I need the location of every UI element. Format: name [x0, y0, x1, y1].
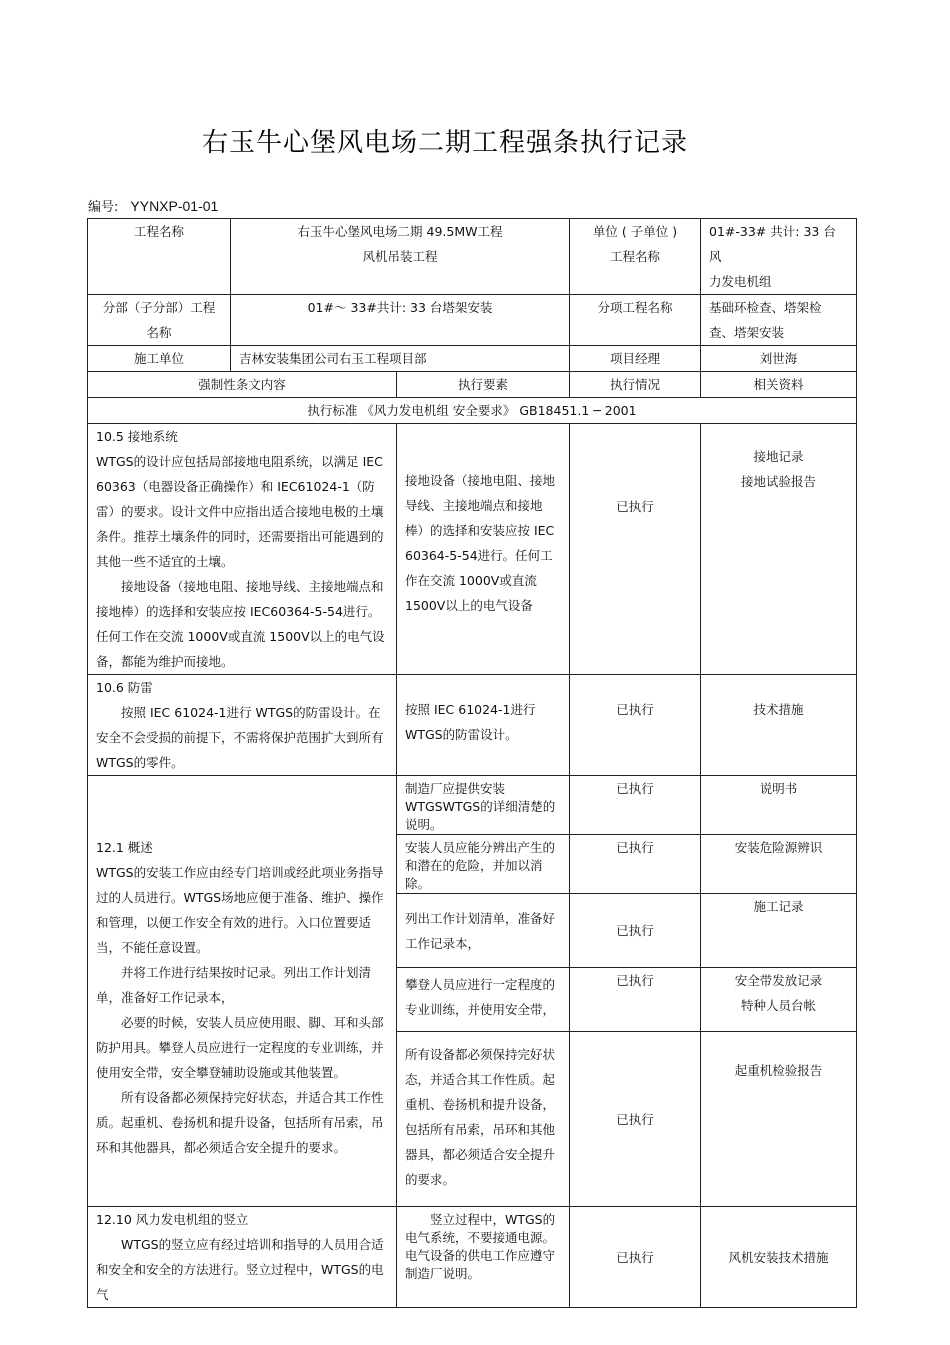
- elements-cell: 安装人员应能分辨出产生的和潜在的危险，并加以消除。: [397, 835, 570, 894]
- elements-cell: 攀登人员应进行一定程度的专业训练，并使用安全带，: [397, 968, 570, 1032]
- unit-label: 单位 ( 子单位 ) 工程名称: [570, 219, 701, 295]
- subitem-label: 分项工程名称: [570, 295, 701, 346]
- clause-paragraph: 并将工作进行结果按时记录。列出工作计划清单，准备好工作记录本，: [96, 964, 372, 1005]
- clause-10-6: [88, 675, 397, 776]
- docs-cell: 风机安装技术措施: [701, 1207, 857, 1308]
- status-cell: 已执行: [570, 835, 701, 894]
- pm-value: 刘世海: [701, 346, 857, 372]
- subitem-value: 基础环检查、塔架检 查、塔架安装: [701, 295, 857, 346]
- clause-10-5: [88, 424, 397, 675]
- elements-cell: 制造厂应提供安装WTGSWTGS的详细清楚的说明。: [397, 776, 570, 835]
- pm-label: 项目经理: [570, 346, 701, 372]
- status-cell: 已执行: [570, 675, 701, 776]
- clause-paragraph: 接地设备（接地电阻、接地导线、主接地端点和接地棒）的选择和安装应按 IEC60364-5-54进行。任何工作在交流 1000V或直流 1500V以上的电气设备，都能为维护而接地。: [96, 579, 385, 669]
- division-label: 分部（子分部）工程 名称: [88, 295, 231, 346]
- clause-12-10: [88, 1207, 397, 1308]
- clause-title: 12.10 风力发电机组的竖立: [96, 1212, 249, 1227]
- unit-value: 01#-33# 共计: 33 台风 力发电机组: [701, 219, 857, 295]
- status-cell: 已执行: [570, 424, 701, 675]
- standard-row: [88, 398, 857, 424]
- col-elements-header: 执行要素: [397, 372, 570, 398]
- clause-title: 10.5 接地系统: [96, 429, 178, 444]
- page-title: 右玉牛心堡风电场二期工程强条执行记录: [201, 128, 688, 158]
- elements-cell: 列出工作计划清单，准备好工作记录本，: [397, 894, 570, 968]
- document-number: [88, 196, 218, 215]
- clause-paragraph: WTGS的安装工作应由经专门培训或经此项业务指导过的人员进行。WTGS场地应便于准备、维护、操作和管理，以便工作安全有效的进行。入口位置要适当，不能任意设置。: [96, 864, 384, 955]
- record-table: [87, 218, 857, 1308]
- clause-paragraph: 按照 IEC 61024-1进行 WTGS的防雷设计。在安全不会受损的前提下，不需将保护范围扩大到所有 WTGS的零件。: [96, 705, 384, 770]
- status-cell: 已执行: [570, 1032, 701, 1207]
- document-number-label: 编号:: [88, 200, 119, 215]
- clause-paragraph: WTGS的竖立应有经过培训和指导的人员用合适和安全和安全的方法进行。竖立过程中，WTGS的电气: [96, 1237, 384, 1302]
- clause-paragraph: WTGS的设计应包括局部接地电阻系统，以满足 IEC 60363（电器设备正确操作）和 IEC61024-1（防雷）的要求。设计文件中应指出适合接地电极的土壤条件。推荐土壤条件的同时，还需要指出可能遇到的其他一些不适宜的土壤。: [96, 454, 384, 569]
- project-name-value: 右玉牛心堡风电场二期 49.5MW工程 风机吊装工程: [231, 219, 570, 295]
- docs-cell: 安全带发放记录 特种人员台帐: [701, 968, 857, 1032]
- division-row: [88, 295, 857, 346]
- project-name-row: [88, 219, 857, 295]
- clause-12-1: [88, 776, 397, 1207]
- contractor-row: [88, 346, 857, 372]
- project-name-label: 工程名称: [88, 219, 231, 295]
- clause-paragraph: 必要的时候，安装人员应使用眼、脚、耳和头部防护用具。攀登人员应进行一定程度的专业训练，并使用安全带，安全攀登辅助设施或其他装置。: [96, 1014, 384, 1080]
- division-value: 01#～ 33#共计: 33 台塔架安装: [231, 295, 570, 346]
- table-row: [88, 424, 857, 675]
- column-header-row: [88, 372, 857, 398]
- clause-title: 12.1 概述: [96, 839, 153, 855]
- status-cell: 已执行: [570, 776, 701, 835]
- col-status-header: 执行情况: [570, 372, 701, 398]
- docs-cell: 接地记录 接地试验报告: [701, 424, 857, 675]
- elements-cell: 接地设备（接地电阻、接地导线、主接地端点和接地棒）的选择和安装应按 IEC 60364-5-54进行。任何工作在交流 1000V或直流 1500V以上的电气设备: [397, 424, 570, 675]
- status-cell: 已执行: [570, 968, 701, 1032]
- docs-cell: 技术措施: [701, 675, 857, 776]
- docs-cell: 说明书: [701, 776, 857, 835]
- col-clause-header: 强制性条文内容: [88, 372, 397, 398]
- docs-cell: 起重机检验报告: [701, 1032, 857, 1207]
- clause-title: 10.6 防雷: [96, 680, 153, 695]
- clause-paragraph: 所有设备都必须保持完好状态，并适合其工作性质。起重机、卷扬机和提升设备，包括所有吊索，吊环和其他器具，都必须适合安全提升的要求。: [96, 1089, 384, 1155]
- docs-cell: 施工记录: [701, 894, 857, 968]
- elements-cell: 竖立过程中，WTGS的电气系统，不要接通电源。电气设备的供电工作应遵守制造厂说明。: [397, 1207, 570, 1308]
- elements-cell: 所有设备都必须保持完好状态，并适合其工作性质。起重机、卷扬机和提升设备，包括所有吊索，吊环和其他器具，都必须适合安全提升的要求。: [397, 1032, 570, 1207]
- docs-cell: 安装危险源辨识: [701, 835, 857, 894]
- contractor-value: 吉林安装集团公司右玉工程项目部: [231, 346, 570, 372]
- document-number-value: YYNXP-01-01: [130, 198, 219, 214]
- standard-text: 执行标准 《风力发电机组 安全要求》 GB18451.1 ─ 2001: [88, 398, 857, 424]
- status-cell: 已执行: [570, 894, 701, 968]
- col-docs-header: 相关资料: [701, 372, 857, 398]
- table-row: [88, 1207, 857, 1308]
- table-row: [88, 776, 857, 835]
- table-row: [88, 675, 857, 776]
- elements-cell: 按照 IEC 61024-1进行 WTGS的防雷设计。: [397, 675, 570, 776]
- contractor-label: 施工单位: [88, 346, 231, 372]
- status-cell: 已执行: [570, 1207, 701, 1308]
